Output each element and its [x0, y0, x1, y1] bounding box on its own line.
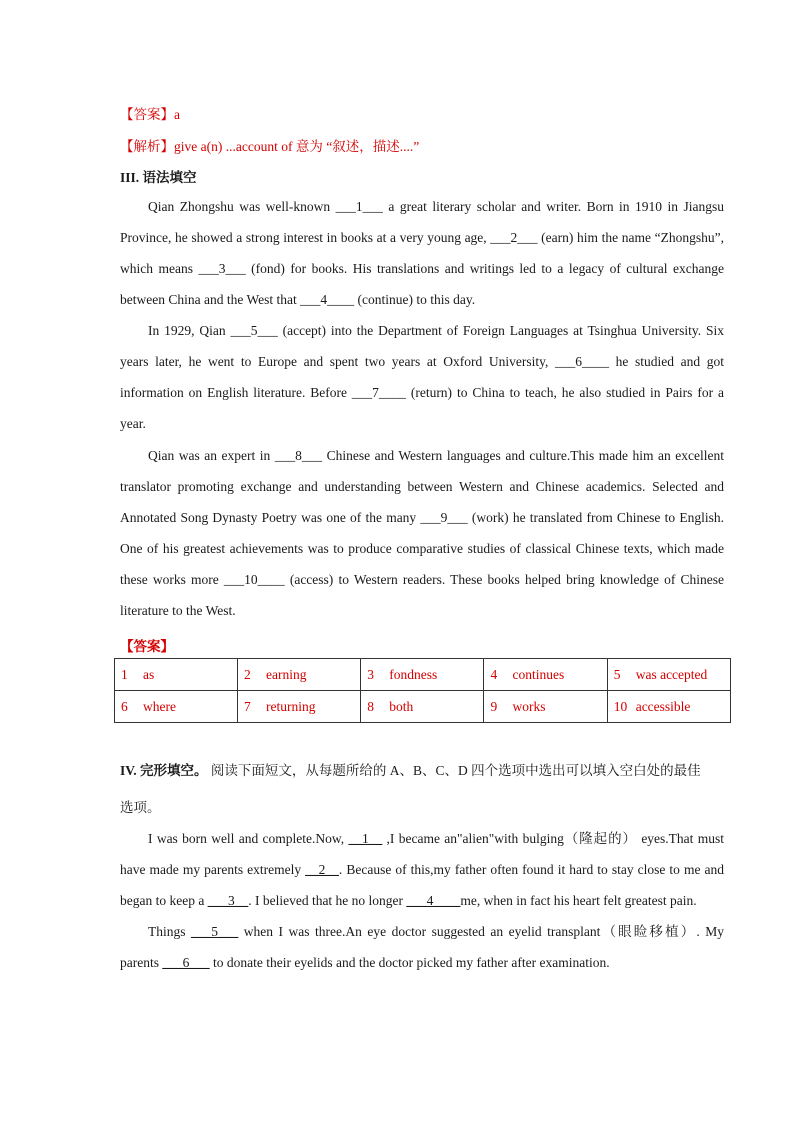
answer-value: a — [174, 107, 180, 122]
section3-answer-tag: 【答案】 — [120, 639, 174, 654]
answer-cell: 7 returning — [238, 691, 361, 723]
section3-paragraph-1: Qian Zhongshu was well-known ___1___ a great literary scholar and writer. Born in 1910 in Jiangsu Province, he showed a strong interest in books at a very young age, ___2___ (earn) him the name “Zhongshu”, which means ___3___ (fond) for books. His translations and writings led to a legacy of cultural exchange between China and the West that ___4____ (continue) to this day. — [120, 199, 724, 307]
section4-instruction-line2: 选项。 — [120, 800, 161, 815]
blank-4: ___4____ — [406, 893, 461, 908]
blank-6: ___6___ — [162, 955, 210, 970]
answer-cell: 9 works — [484, 691, 607, 723]
section4 — [120, 755, 724, 978]
section3-paragraph-3: Qian was an expert in ___8___ Chinese and Western languages and culture.This made him an excellent translator promoting exchange and understanding between Western and Chinese academics. Selected and Annotated Song Dynasty Poetry was one of the many ___9___ (work) he translated from Chinese to English. One of his greatest achievements was to produce comparative studies of classical Chinese texts, which made these works more ___10____ (access) to Western readers. These books helped bring knowledge of Chinese literature to the West. — [120, 448, 724, 618]
section4-instruction — [120, 755, 724, 786]
answer-cell: 8 both — [361, 691, 484, 723]
analysis-tag: 【解析】 — [120, 139, 174, 154]
answer-cell: 3 fondness — [361, 659, 484, 691]
analysis-line — [120, 135, 419, 155]
answer-tag: 【答案】 — [120, 107, 174, 122]
answer-line — [120, 103, 180, 123]
answer-cell: 6 where — [115, 691, 238, 723]
section4-title: IV. 完形填空。 — [120, 763, 208, 778]
answer-cell: 2 earning — [238, 659, 361, 691]
section4-paragraph-1: I was born well and complete.Now, __1__ ,I became an"alien"with bulging（隆起的） eyes.That must have made my parents extremely __2__. Because of this,my father often found it hard to stay close to me and began to keep a ___3__. I believed that he no longer ___4____me, when in fact his heart felt greatest pain. — [120, 831, 724, 908]
table-row — [115, 659, 731, 691]
answer-table — [114, 658, 731, 723]
blank-1: __1__ — [348, 831, 383, 846]
section3-paragraph-2: In 1929, Qian ___5___ (accept) into the Department of Foreign Languages at Tsinghua University. Six years later, he went to Europe and spent two years at Oxford University, ___6____ he studied and got information on English literature. Before ___7____ (return) to China to teach, he also studied in Pairs for a year. — [120, 323, 724, 431]
blank-5: ___5___ — [191, 924, 239, 939]
table-row — [115, 691, 731, 723]
blank-2: __2__ — [305, 862, 339, 877]
answer-cell: 10 accessible — [607, 691, 730, 723]
answer-cell: 4 continues — [484, 659, 607, 691]
section3-title: III. 语法填空 — [120, 170, 197, 185]
section4-instruction-line1: 阅读下面短文，从每题所给的 A、B、C、D 四个选项中选出可以填入空白处的最佳 — [207, 763, 701, 778]
answer-cell: 5 was accepted — [607, 659, 730, 691]
analysis-text: give a(n) ...account of 意为 “叙述，描述....” — [174, 139, 420, 154]
blank-3: ___3__ — [207, 893, 249, 908]
answer-cell: 1 as — [115, 659, 238, 691]
section4-paragraph-2: Things ___5___ when I was three.An eye doctor suggested an eyelid transplant（眼睑移植）. My parents ___6___ to donate their eyelids and the doctor picked my father after examination. — [120, 924, 724, 970]
